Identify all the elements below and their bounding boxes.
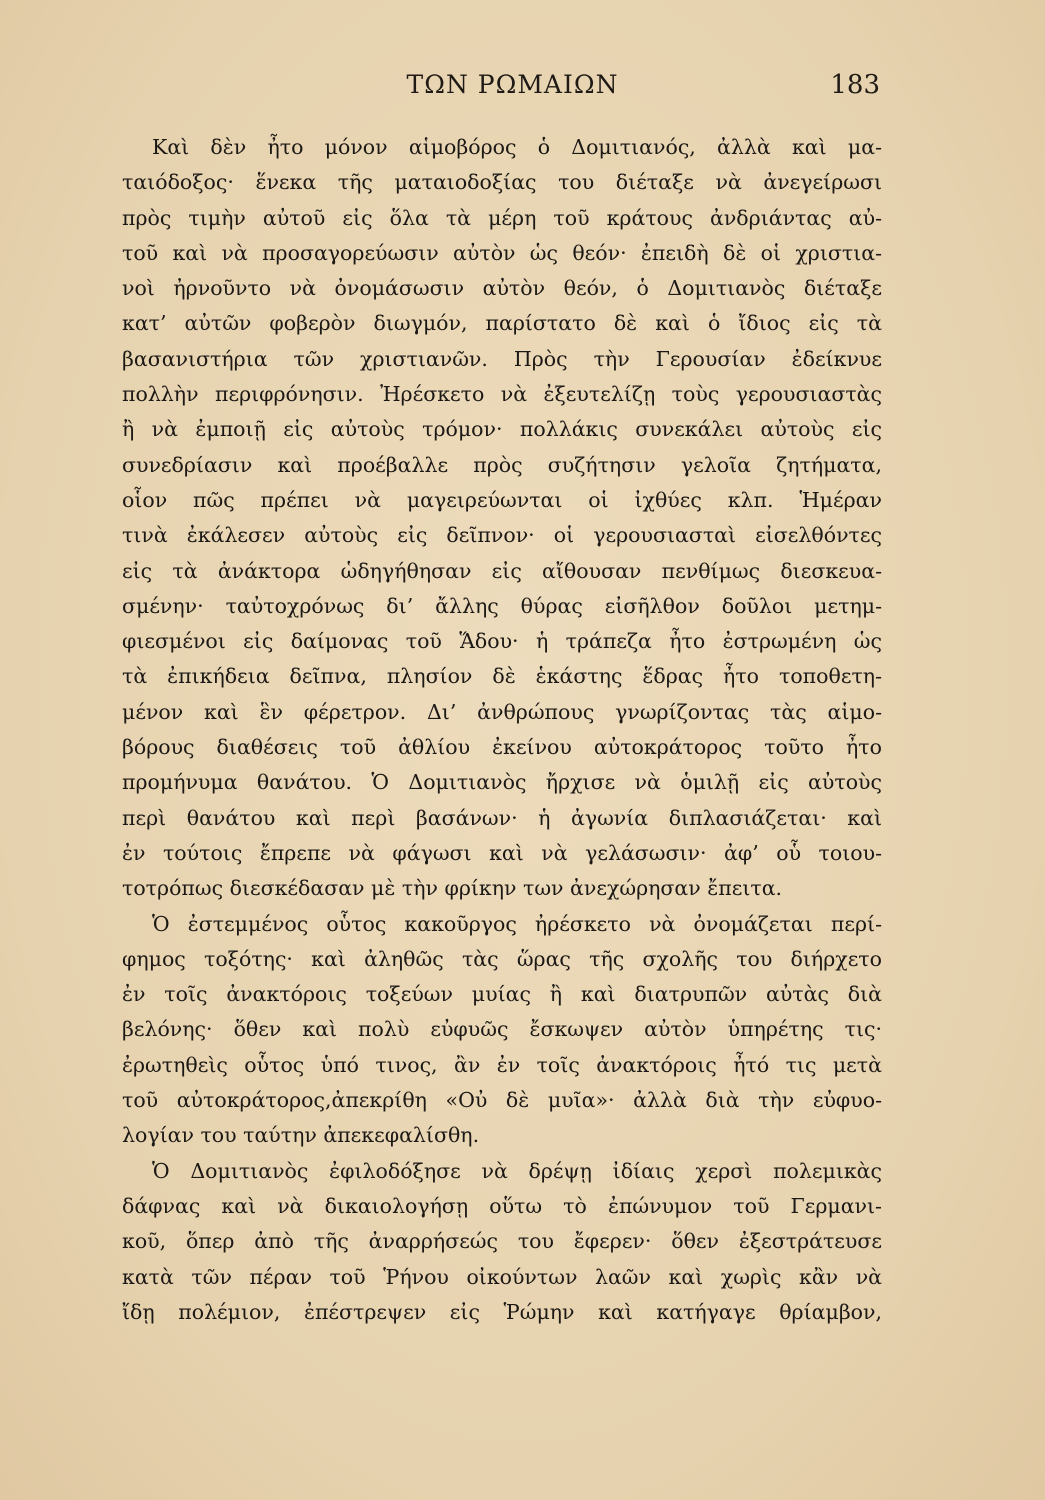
page-header <box>145 70 880 110</box>
body-text <box>122 130 882 1330</box>
text-line: εἰς τὰ ἀνάκτορα ὡδηγήθησαν εἰς αἴθουσαν πενθίμως διεσκευα- <box>122 558 882 583</box>
text-line: φημος τοξότης· καὶ ἀληθῶς τὰς ὥρας τῆς σχολῆς του διήρχετο <box>122 946 882 971</box>
text-line: λογίαν του ταύτην ἀπεκεφαλίσθη. <box>122 1123 480 1148</box>
text-line: Ὁ ἐστεμμένος οὗτος κακοῦργος ἠρέσκετο νὰ ὀνομάζεται περί- <box>152 911 882 936</box>
text-line: τοῦ αὐτοκράτορος,ἀπεκρίθη «Οὐ δὲ μυῖα»· ἀλλὰ διὰ τὴν εὐφυο- <box>122 1088 882 1113</box>
text-line: περὶ θανάτου καὶ περὶ βασάνων· ἡ ἀγωνία διπλασιάζεται· καὶ <box>122 805 882 830</box>
text-line: τὰ ἐπικήδεια δεῖπνα, πλησίον δὲ ἑκάστης ἕδρας ἦτο τοποθετη- <box>122 664 882 689</box>
text-line: τοῦ καὶ νὰ προσαγορεύωσιν αὐτὸν ὡς θεόν· ἐπειδὴ δὲ οἱ χριστια- <box>122 240 882 265</box>
text-line: συνεδρίασιν καὶ προέβαλλε πρὸς συζήτησιν γελοῖα ζητήματα, <box>122 452 882 477</box>
text-line: φιεσμένοι εἰς δαίμονας τοῦ Ἅδου· ἡ τράπεζα ἦτο ἐστρωμένη ὡς <box>122 629 882 654</box>
text-line: μένον καὶ ἓν φέρετρον. Δι’ ἀνθρώπους γνωρίζοντας τὰς αἱμο- <box>122 699 882 724</box>
text-line: πρὸς τιμὴν αὐτοῦ εἰς ὅλα τὰ μέρη τοῦ κράτους ἀνδριάντας αὐ- <box>122 205 882 230</box>
text-line: κατὰ τῶν πέραν τοῦ Ῥήνου οἰκούντων λαῶν καὶ χωρὶς κἂν νὰ <box>122 1264 882 1289</box>
text-line: ἢ νὰ ἐμποιῇ εἰς αὐτοὺς τρόμον· πολλάκις συνεκάλει αὐτοὺς εἰς <box>122 417 882 442</box>
text-line: σμένην· ταὐτοχρόνως δι’ ἄλλης θύρας εἰσῆλθον δοῦλοι μετημ- <box>122 593 882 618</box>
text-line: πολλὴν περιφρόνησιν. Ἠρέσκετο νὰ ἐξευτελίζῃ τοὺς γερουσιαστὰς <box>122 382 882 407</box>
text-line: Καὶ δὲν ἦτο μόνον αἱμοβόρος ὁ Δομιτιανός, ἀλλὰ καὶ μα- <box>152 135 882 159</box>
text-line: βόρους διαθέσεις τοῦ ἀθλίου ἐκείνου αὐτοκράτορος τοῦτο ἦτο <box>122 735 882 760</box>
text-line: κατ’ αὐτῶν φοβερὸν διωγμόν, παρίστατο δὲ καὶ ὁ ἴδιος εἰς τὰ <box>122 311 882 336</box>
text-line: τινὰ ἐκάλεσεν αὐτοὺς εἰς δεῖπνον· οἱ γερουσιασταὶ εἰσελθόντες <box>122 523 882 548</box>
text-line: Ὁ Δομιτιανὸς ἐφιλοδόξησε νὰ δρέψῃ ἰδίαις χερσὶ πολεμικὰς <box>152 1158 882 1183</box>
text-line: βελόνης· ὅθεν καὶ πολὺ εὐφυῶς ἔσκωψεν αὐτὸν ὑπηρέτης τις· <box>122 1017 882 1042</box>
text-line: κοῦ, ὅπερ ἀπὸ τῆς ἀναρρήσεώς του ἔφερεν· ὅθεν ἐξεστράτευσε <box>122 1229 882 1254</box>
running-title: ΤΩΝ ΡΩΜΑΙΩΝ <box>406 70 619 99</box>
page-number: 183 <box>830 70 880 100</box>
text-line: δάφνας καὶ νὰ δικαιολογήσῃ οὕτω τὸ ἐπώνυμον τοῦ Γερμανι- <box>122 1193 882 1218</box>
text-line: ἐρωτηθεὶς οὗτος ὑπό τινος, ἂν ἐν τοῖς ἀνακτόροις ἦτό τις μετὰ <box>122 1052 882 1077</box>
text-line: οἷον πῶς πρέπει νὰ μαγειρεύωνται οἱ ἰχθύες κλπ. Ἡμέραν <box>122 487 882 512</box>
text-line: ἴδῃ πολέμιον, ἐπέστρεψεν εἰς Ῥώμην καὶ κατήγαγε θρίαμβον, <box>122 1299 882 1324</box>
text-line: τοτρόπως διεσκέδασαν μὲ τὴν φρίκην των ἀνεχώρησαν ἔπειτα. <box>122 876 783 901</box>
text-line: ταιόδοξος· ἕνεκα τῆς ματαιοδοξίας του διέταξε νὰ ἀνεγείρωσι <box>122 170 882 195</box>
text-line: ἐν τοῖς ἀνακτόροις τοξεύων μυίας ἢ καὶ διατρυπῶν αὐτὰς διὰ <box>122 982 882 1007</box>
text-line: προμήνυμα θανάτου. Ὁ Δομιτιανὸς ἤρχισε νὰ ὁμιλῇ εἰς αὐτοὺς <box>122 770 882 795</box>
text-line: ἐν τούτοις ἔπρεπε νὰ φάγωσι καὶ νὰ γελάσωσιν· ἀφ’ οὗ τοιου- <box>122 840 882 865</box>
text-line: νοὶ ἠρνοῦντο νὰ ὀνομάσωσιν αὐτὸν θεόν, ὁ Δομιτιανὸς διέταξε <box>122 276 882 301</box>
text-line: βασανιστήρια τῶν χριστιανῶν. Πρὸς τὴν Γερουσίαν ἐδείκνυε <box>122 346 882 371</box>
